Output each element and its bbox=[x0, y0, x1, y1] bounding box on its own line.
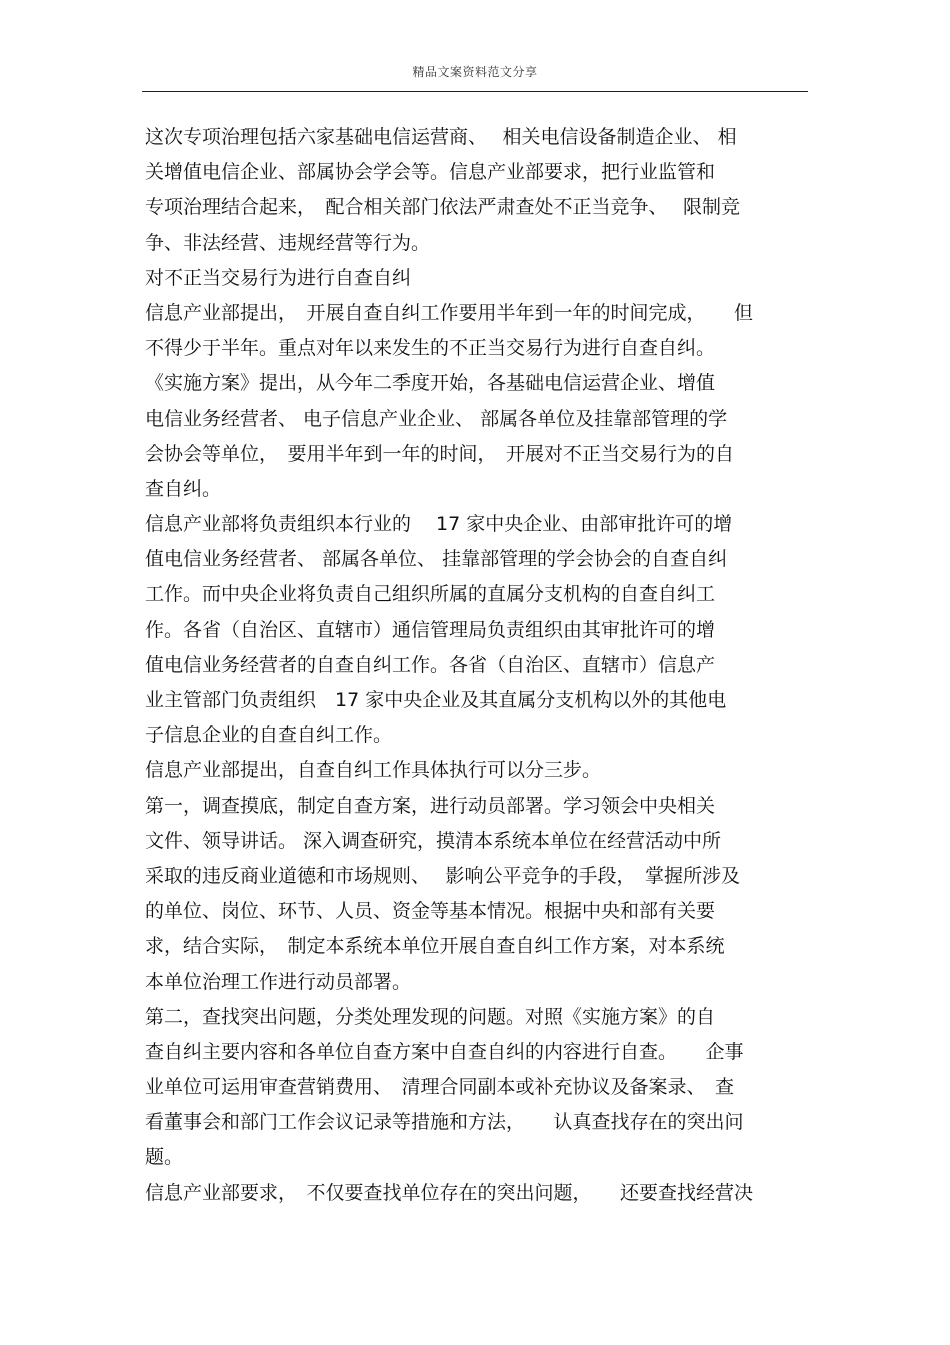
text-line: 《实施方案》提出，从今年二季度开始，各基础电信运营企业、增值 bbox=[145, 372, 716, 395]
text-line: 作。各省（自治区、直辖市）通信管理局负责组织由其审批许可的增 bbox=[145, 618, 716, 641]
text-line: 查自纠主要内容和各单位自查方案中自查自纠的内容进行自查。 企事 bbox=[145, 1040, 744, 1063]
text-line: 电信业务经营者、 电子信息产业企业、 部属各单位及挂靠部管理的学 bbox=[145, 407, 728, 430]
section-heading: 对不正当交易行为进行自查自纠 bbox=[145, 266, 412, 289]
header-divider bbox=[142, 91, 808, 92]
text-line: 值电信业务经营者、 部属各单位、 挂靠部管理的学会协会的自查自纠 bbox=[145, 548, 728, 571]
text-line: 文件、领导讲话。 深入调查研究，摸清本系统本单位在经营活动中所 bbox=[145, 829, 722, 852]
text-line: 本单位治理工作进行动员部署。 bbox=[145, 970, 412, 993]
text-line: 第二，查找突出问题，分类处理发现的问题。对照《实施方案》的自 bbox=[145, 1005, 716, 1028]
text-line: 题。 bbox=[145, 1146, 184, 1169]
text-line: 信息产业部要求， 不仅要查找单位存在的突出问题， 还要查找经营决 bbox=[145, 1181, 754, 1204]
text-line: 业单位可运用审查营销费用、 清理合同副本或补充协议及备案录、 查 bbox=[145, 1076, 735, 1099]
text-line: 采取的违反商业道德和市场规则、 影响公平竞争的手段， 掌握所涉及 bbox=[145, 864, 741, 887]
text-line: 的单位、岗位、环节、人员、资金等基本情况。根据中央和部有关要 bbox=[145, 900, 716, 923]
text-line: 查自纠。 bbox=[145, 477, 222, 500]
text-line: 看董事会和部门工作会议记录等措施和方法， 认真查找存在的突出问 bbox=[145, 1111, 744, 1134]
text-line: 信息产业部将负责组织本行业的 17 家中央企业、由部审批许可的增 bbox=[145, 513, 733, 536]
text-line: 专项治理结合起来， 配合相关部门依法严肃查处不正当竞争、 限制竞 bbox=[145, 196, 741, 219]
text-line: 第一，调查摸底，制定自查方案，进行动员部署。学习领会中央相关 bbox=[145, 794, 716, 817]
text-line: 子信息企业的自查自纠工作。 bbox=[145, 724, 393, 747]
text-line: 关增值电信企业、部属协会学会等。信息产业部要求，把行业监管和 bbox=[145, 161, 716, 184]
text-line: 业主管部门负责组织 17 家中央企业及其直属分支机构以外的其他电 bbox=[145, 689, 727, 711]
text-line: 求，结合实际， 制定本系统本单位开展自查自纠工作方案，对本系统 bbox=[145, 935, 725, 958]
text-line: 不得少于半年。重点对年以来发生的不正当交易行为进行自查自纠。 bbox=[145, 337, 716, 360]
page-header: 精品文案资料范文分享 bbox=[412, 65, 538, 79]
text-line: 工作。而中央企业将负责自己组织所属的直属分支机构的自查自纠工 bbox=[145, 583, 716, 606]
text-line: 这次专项治理包括六家基础电信运营商、 相关电信设备制造企业、 相 bbox=[145, 126, 737, 148]
text-line: 信息产业部提出，自查自纠工作具体执行可以分三步。 bbox=[145, 759, 602, 782]
text-line: 会协会等单位， 要用半年到一年的时间， 开展对不正当交易行为的自 bbox=[145, 442, 735, 465]
text-line: 值电信业务经营者的自查自纠工作。各省（自治区、直辖市）信息产 bbox=[145, 653, 716, 676]
text-line: 争、非法经营、违规经营等行为。 bbox=[145, 231, 431, 254]
document-body bbox=[145, 120, 810, 1211]
text-line: 信息产业部提出， 开展自查自纠工作要用半年到一年的时间完成， 但 bbox=[145, 301, 754, 324]
